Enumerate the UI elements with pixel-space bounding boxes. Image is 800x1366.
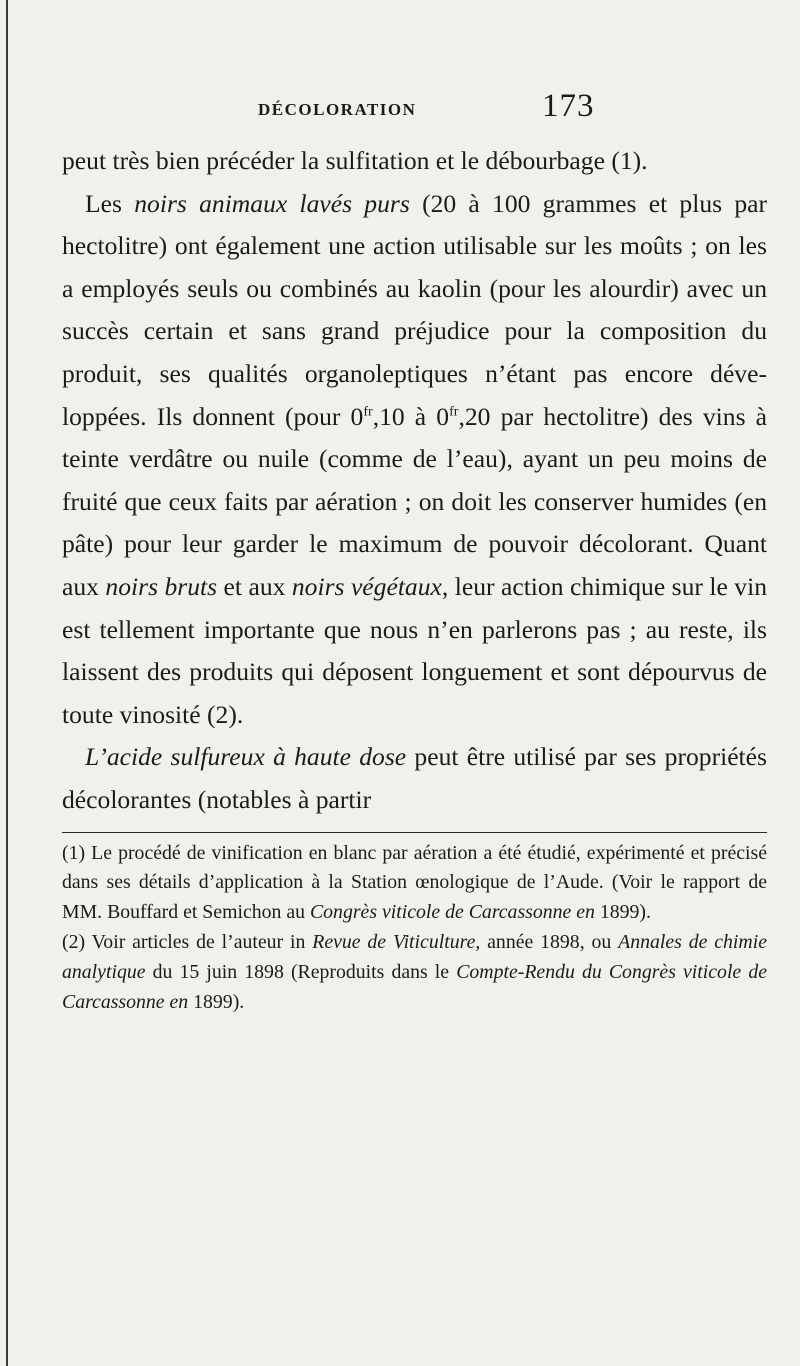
- page-number: 173: [542, 88, 595, 124]
- paragraph-text: Les: [85, 188, 135, 218]
- italic-title: Congrès viticole de Carcassonne en: [309, 901, 595, 924]
- paragraph-3: [62, 736, 767, 821]
- book-page: [62, 88, 767, 1018]
- italic-title: Compte-Rendu du Congrès viticole de Carcassonne en: [62, 961, 767, 1014]
- running-title: DÉCOLORATION: [258, 100, 417, 119]
- italic-title: Annales de chimie analytique: [62, 931, 767, 984]
- footnote-text: Le procédé de vinification en blanc par aération a été étudié, expérimenté et précisé dans ses détails d’application à la Station œnologique de l’Aude. (Voir le rapport de MM. Bouffard et Semichon au: [62, 841, 767, 924]
- footnote-mark: (2): [62, 931, 86, 954]
- paragraph-text: ).: [632, 146, 648, 175]
- paragraph-text: (20 à 100 grammes et plus par hectolitre) ont également une action utilisable sur les moûts ; on les a employés seuls ou combinés au kaolin (pour les alourdir) avec un succès certain et sans grand préjudice pour la composition du produit, ses qualités organoleptiques n’étant pas encore développées. Ils donnent (pour 0: [62, 188, 767, 431]
- italic-term: noirs bruts: [105, 571, 218, 601]
- footnote-text: Voir articles de l’auteur in: [85, 931, 313, 954]
- paragraph-2: [62, 183, 767, 737]
- footnote-ref-2: 2: [215, 699, 229, 729]
- footnote-mark: (1): [62, 841, 86, 864]
- footnote-ref-1: 1: [619, 146, 633, 175]
- footnote-divider: [62, 832, 767, 833]
- italic-title: Revue de Viticulture,: [312, 931, 481, 954]
- paragraph-text: , leur action chimique sur le vin est tellement importante que nous n’en parlerons pas ; au reste, ils laissent des produits qui déposent longuement et sont dépourvus de toute vinosité (: [62, 571, 767, 729]
- footnote-text: 1899).: [594, 901, 651, 924]
- footnote-text: du 15 juin 1898 (Reproduits dans le: [145, 961, 457, 984]
- italic-term: noirs végétaux: [291, 571, 442, 601]
- paragraph-text: ,20 par hectolitre) des vins à teinte verdâtre ou nuile (comme de l’eau), ayant un peu moins de fruité que ceux faits par aération ; on doit les conserver humides (en pâte) pour leur garder le maximum de pouvoir décolorant. Quant aux: [62, 401, 767, 601]
- footnote-1: [62, 839, 767, 929]
- unit-superscript: fr: [363, 403, 373, 420]
- paragraph-text: ,10 à 0: [372, 401, 450, 431]
- paragraph-text: et aux: [217, 571, 292, 601]
- paragraph-text: peut très bien précéder la sulfitation et le débourbage (: [62, 146, 620, 175]
- paragraph-text: ).: [228, 699, 244, 729]
- italic-term: noirs animaux lavés purs: [134, 188, 410, 218]
- body-text: [62, 140, 767, 822]
- paragraph-1: [62, 140, 767, 183]
- footnote-text: année 1898, ou: [480, 931, 619, 954]
- footnote-text: 1899).: [188, 991, 245, 1014]
- footnotes: [62, 839, 767, 1018]
- italic-term: L’acide sulfureux à haute dose: [85, 742, 407, 772]
- unit-superscript: fr: [449, 403, 459, 420]
- footnote-2: [62, 928, 767, 1018]
- page-header: [62, 88, 767, 128]
- page-edge-rule: [6, 0, 8, 1366]
- paragraph-text: peut être utilisé par ses propriétés décolorantes (notables à partir: [62, 742, 767, 814]
